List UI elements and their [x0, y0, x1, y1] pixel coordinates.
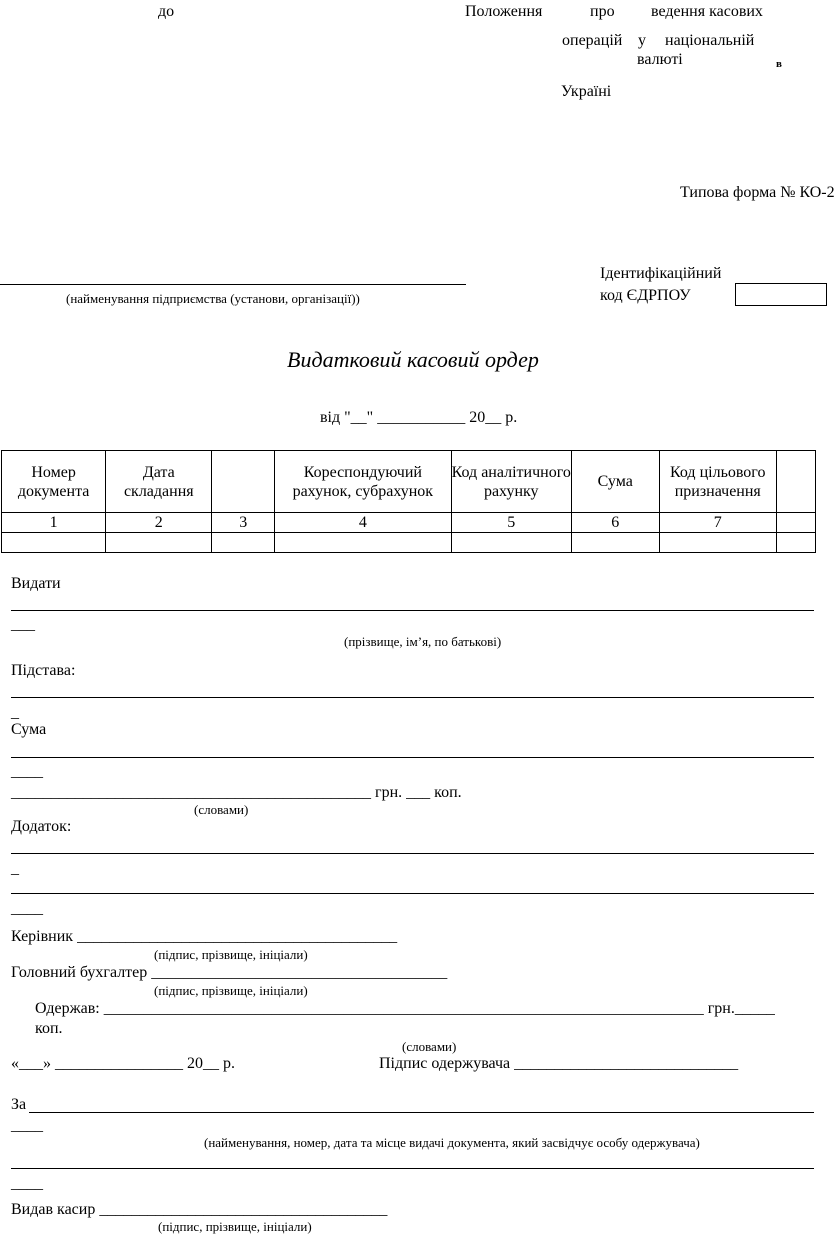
header-korespond-rahunok: Кореспондуючий рахунок, субрахунок: [275, 451, 452, 513]
table-cell[interactable]: [212, 533, 275, 553]
header-operatsii: операцій: [562, 32, 623, 49]
header-empty-col8: [776, 451, 815, 513]
kasyr-line: Видав касир ____________________________________: [11, 1201, 388, 1218]
col-number-8: [776, 513, 815, 533]
pidstava-label: Підстава:: [11, 662, 76, 679]
col-number-2: 2: [106, 513, 212, 533]
header-polozhennia: Положення: [465, 3, 543, 20]
buhgalter-line: Головний бухгалтер _____________________________________: [11, 964, 448, 981]
order-table: [1, 450, 816, 553]
table-cell[interactable]: [106, 533, 212, 553]
col-number-3: 3: [212, 513, 275, 533]
col-number-6: 6: [571, 513, 659, 533]
dodatok-cont-2: ____: [11, 900, 43, 917]
date-line: від "__" ___________ 20__ р.: [320, 409, 518, 426]
recipient-signature-line: Підпис одержувача ____________________________: [379, 1055, 739, 1072]
table-cell[interactable]: [451, 533, 571, 553]
table-cell[interactable]: [659, 533, 776, 553]
vydaty-cont: ___: [11, 616, 35, 633]
dodatok-label: Додаток:: [11, 818, 72, 835]
za-label: За: [11, 1096, 27, 1113]
oderzhav-kop: коп.: [35, 1020, 63, 1037]
date-sign-line: «___» ________________ 20__ р.: [11, 1055, 235, 1072]
vydaty-line[interactable]: [11, 610, 814, 611]
header-kod-tsilovogo: Код цільового призначення: [659, 451, 776, 513]
table-cell[interactable]: [275, 533, 452, 553]
table-cell[interactable]: [571, 533, 659, 553]
col-number-5: 5: [451, 513, 571, 533]
doc-line[interactable]: [11, 1168, 814, 1169]
typova-forma: Типова форма № КО-2: [680, 184, 835, 201]
suma-words-line: _____________________________________________ грн. ___ коп.: [11, 784, 462, 801]
doc-cont: ____: [11, 1175, 43, 1192]
oderzhav-caption: (словами): [402, 1039, 457, 1054]
kasyr-caption: (підпис, прізвище, ініціали): [158, 1219, 312, 1234]
edrpou-code-box[interactable]: [735, 283, 827, 306]
header-valiuti: валюті: [637, 51, 683, 68]
za-cont: ____: [11, 1117, 43, 1134]
pib-caption: (прізвище, ім’я, по батькові): [344, 634, 502, 649]
doc-caption: (найменування, номер, дата та місце видачі документа, який засвідчує особу одержувача): [204, 1135, 700, 1150]
dodatok-cont-1: _: [11, 860, 19, 877]
header-nomer-dokumenta: Номер документа: [2, 451, 106, 513]
oderzhav-line: Одержав: ___________________________________________________________________________ грн._____: [35, 1000, 775, 1017]
header-ukraini: Україні: [561, 83, 612, 100]
suma-slovamy-caption: (словами): [194, 802, 249, 817]
suma-cont: ____: [11, 763, 43, 780]
header-v: в: [776, 58, 782, 70]
header-kod-analit-rahunku: Код аналітичного рахунку: [451, 451, 571, 513]
header-suma: Сума: [571, 451, 659, 513]
col-number-1: 1: [2, 513, 106, 533]
kerivnyk-caption: (підпис, прізвище, ініціали): [154, 947, 308, 962]
pidstava-cont: _: [11, 704, 19, 721]
table-cell[interactable]: [776, 533, 815, 553]
header-do: до: [158, 3, 175, 20]
dodatok-line-1[interactable]: [11, 853, 814, 854]
col-number-4: 4: [275, 513, 452, 533]
kerivnyk-line: Керівник ________________________________________: [11, 928, 398, 945]
org-name-line: [0, 284, 466, 285]
col-number-7: 7: [659, 513, 776, 533]
suma-line[interactable]: [11, 757, 814, 758]
org-caption: (найменування підприємства (установи, організації)): [66, 291, 360, 306]
dodatok-line-2[interactable]: [11, 893, 814, 894]
header-u: у: [638, 32, 646, 49]
header-natsionalnii: національній: [665, 32, 755, 49]
header-vedennia: ведення касових: [651, 3, 763, 20]
table-cell[interactable]: [2, 533, 106, 553]
pidstava-line[interactable]: [11, 697, 814, 698]
id-label: Ідентифікаційний: [600, 265, 722, 282]
za-line[interactable]: [29, 1112, 814, 1113]
header-data-skladannia: Дата складання: [106, 451, 212, 513]
vydaty-label: Видати: [11, 575, 61, 592]
header-pro: про: [590, 3, 615, 20]
edrpou-label: код ЄДРПОУ: [600, 287, 691, 304]
suma-label: Сума: [11, 721, 47, 738]
header-empty-col3: [212, 451, 275, 513]
buhgalter-caption: (підпис, прізвище, ініціали): [154, 983, 308, 998]
document-title: Видатковий касовий ордер: [287, 347, 539, 372]
